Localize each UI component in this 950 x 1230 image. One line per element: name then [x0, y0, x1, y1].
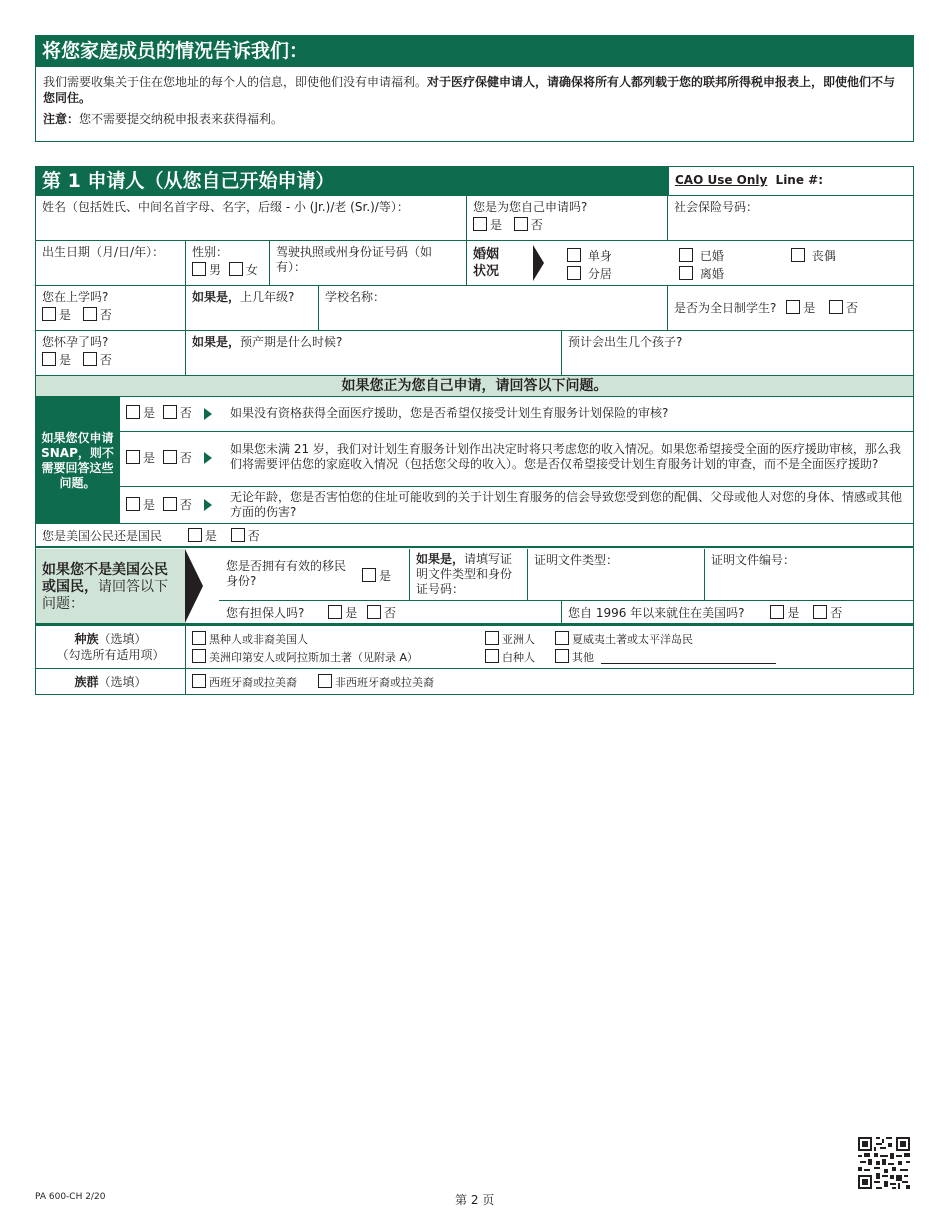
doc-number-label: 证明文件编号： [711, 553, 796, 567]
applicant-title [35, 166, 668, 196]
race-native-label: 美洲印第安人或阿拉斯加土著（见附录 A） [209, 651, 419, 664]
page-number-text: 第 2 页 [455, 1193, 495, 1207]
q2-arrow-icon [204, 452, 212, 464]
separated-checkbox[interactable] [567, 266, 581, 280]
self-yes-checkbox[interactable] [473, 217, 487, 231]
school-yes-checkbox[interactable] [42, 307, 56, 321]
male-checkbox[interactable] [192, 262, 206, 276]
grade-label: 上几年级? [240, 290, 295, 304]
cao-use-box [668, 166, 914, 196]
fulltime-cell [668, 286, 914, 331]
doc-type-label: 证明文件类型： [534, 553, 619, 567]
pregnant-no-label: 否 [99, 353, 112, 367]
q1-row [120, 397, 914, 432]
license-field[interactable] [270, 241, 467, 286]
snap-side-note [35, 397, 120, 524]
not-citizen-normal: 请回答以下问题： [42, 579, 168, 612]
divorced-label: 离婚 [699, 267, 724, 281]
race-black-checkbox[interactable] [192, 631, 206, 645]
citizen-yes-checkbox[interactable] [188, 528, 202, 542]
since1996-label: 您自 1996 年以来就住在美国吗? [568, 606, 745, 620]
q1-yes-checkbox[interactable] [126, 405, 140, 419]
race-black-label: 黑种人或非裔美国人 [209, 633, 308, 646]
grade-field[interactable] [186, 286, 319, 331]
race-asian-label: 亚洲人 [502, 633, 535, 646]
q3-arrow-icon [204, 499, 212, 511]
immig-yes-label: 是 [379, 569, 392, 583]
married-checkbox[interactable] [679, 248, 693, 262]
q3-no-label: 否 [179, 498, 192, 512]
q3-row [120, 487, 914, 524]
q2-yes-checkbox[interactable] [126, 450, 140, 464]
self-yes-label: 是 [490, 218, 503, 232]
single-checkbox[interactable] [567, 248, 581, 262]
race-white-checkbox[interactable] [485, 649, 499, 663]
fulltime-no-label: 否 [846, 301, 859, 315]
race-native-checkbox[interactable] [192, 649, 206, 663]
sponsor-no-label: 否 [384, 606, 397, 620]
q2-text: 如果您未满 21 岁，我们对计划生育服务计划作出决定时将只考虑您的收入情况。如果您希望接受全面的医疗援助审核，那么我们将需要评估您的家庭收入情况（包括您父母的收入）。您是否仅希望接受计划生育服务计划的审查，而不是全面医疗援助? [230, 442, 901, 471]
male-label: 男 [209, 263, 222, 277]
race-asian-checkbox[interactable] [485, 631, 499, 645]
ethnicity-label-cell [35, 669, 186, 695]
doc-if-yes: 如果是， [416, 552, 465, 566]
self-questions-header-text: 如果您正为您自己申请，请回答以下问题。 [341, 378, 608, 394]
citizen-yes-label: 是 [204, 529, 217, 543]
ethnicity-label-bold: 族群 [74, 675, 99, 689]
snap-side-note-text: 如果您仅申请 SNAP，则不需要回答这些问题。 [41, 431, 114, 490]
q1-arrow-icon [204, 408, 212, 420]
q3-no-checkbox[interactable] [163, 497, 177, 511]
doc-number-field[interactable] [705, 549, 914, 601]
q1-yes-label: 是 [143, 406, 156, 420]
not-citizen-bold: 如果您不是美国公民或国民， [42, 562, 168, 595]
school-no-checkbox[interactable] [83, 307, 97, 321]
marital-arrow-icon [533, 245, 544, 281]
grade-if-yes: 如果是， [192, 290, 241, 304]
license-label: 驾驶执照或州身份证号码（如有）： [276, 245, 433, 274]
school-cell [35, 286, 186, 331]
race-hawaiian-label: 夏威夷土著或太平洋岛民 [572, 633, 693, 646]
household-para-normal: 我们需要收集关于住在您地址的每个人的信息，即使他们没有申请福利。 [43, 75, 428, 89]
separated-label: 分居 [587, 267, 612, 281]
babies-label: 预计会出生几个孩子? [568, 335, 683, 349]
school-name-label: 学校名称： [325, 290, 386, 304]
household-header [35, 35, 914, 67]
marital-cell [467, 241, 914, 286]
widowed-label: 丧偶 [811, 249, 836, 263]
babies-field[interactable] [562, 331, 914, 376]
pregnant-yes-label: 是 [59, 353, 72, 367]
race-other-line[interactable] [601, 663, 776, 664]
dob-field[interactable] [35, 241, 186, 286]
non-hispanic-checkbox[interactable] [318, 674, 332, 688]
pregnant-yes-checkbox[interactable] [42, 352, 56, 366]
citizen-label: 您是美国公民还是国民 [42, 529, 163, 543]
ethnicity-label-opt: （选填） [98, 675, 147, 689]
immig-label: 您是否拥有有效的移民身份? [226, 559, 347, 588]
dob-label: 出生日期（月/日/年）： [42, 245, 165, 259]
fulltime-yes-checkbox[interactable] [786, 300, 800, 314]
doc-prompt: 请填写证明文件类型和身份证号码： [416, 552, 513, 596]
fulltime-no-checkbox[interactable] [829, 300, 843, 314]
school-no-label: 否 [99, 308, 112, 322]
immig-yes-checkbox[interactable] [362, 568, 376, 582]
pregnant-no-checkbox[interactable] [83, 352, 97, 366]
q2-no-checkbox[interactable] [163, 450, 177, 464]
q1-text: 如果没有资格获得全面医疗援助，您是否希望仅接受计划生育服务计划保险的审核? [230, 406, 669, 420]
female-checkbox[interactable] [229, 262, 243, 276]
sponsor-label: 您有担保人吗? [226, 606, 305, 620]
immig-cell [219, 549, 410, 601]
q3-yes-checkbox[interactable] [126, 497, 140, 511]
single-label: 单身 [587, 249, 612, 263]
form-id-text: PA 600-CH 2/20 [35, 1192, 106, 1202]
name-label: 姓名（包括姓氏、中间名首字母、名字，后缀 - 小 (Jr.)/老 (Sr.)/等）： [42, 200, 409, 214]
self-no-label: 否 [530, 218, 543, 232]
ssn-label: 社会保险号码： [674, 200, 759, 214]
hispanic-checkbox[interactable] [192, 674, 206, 688]
since1996-no-checkbox[interactable] [813, 605, 827, 619]
race-options-cell [186, 626, 914, 669]
q2-no-label: 否 [179, 451, 192, 465]
not-citizen-side [35, 549, 185, 623]
doc-prompt-cell [410, 549, 528, 601]
race-white-label: 白种人 [502, 651, 535, 664]
citizen-no-label: 否 [247, 529, 260, 543]
since1996-yes-checkbox[interactable] [770, 605, 784, 619]
applicant-title-text: 第 1 申请人（从您自己开始申请） [42, 170, 335, 192]
page-number [455, 1191, 494, 1208]
sponsor-yes-checkbox[interactable] [328, 605, 342, 619]
marital-label [473, 246, 499, 280]
pregnant-cell [35, 331, 186, 376]
self-apply-label: 您是为您自己申请吗? [473, 200, 588, 214]
household-header-text: 将您家庭成员的情况告诉我们： [42, 40, 309, 62]
race-label-bold: 种族 [74, 632, 99, 646]
sponsor-cell [219, 601, 562, 624]
q3-text: 无论年龄，您是否害怕您的住址可能收到的关于计划生育服务的信会导致您受到您的配偶、父母或他人对您的身体、情感或其他方面的伤害? [230, 490, 903, 519]
ethnicity-options-cell [186, 669, 914, 695]
pregnant-label: 您怀孕了吗? [42, 335, 109, 349]
due-if-yes: 如果是， [192, 335, 241, 349]
since1996-cell [562, 601, 914, 624]
race-label-cell [35, 626, 186, 669]
school-name-field[interactable] [319, 286, 668, 331]
qr-code-icon [858, 1137, 910, 1189]
since1996-no-label: 否 [830, 606, 843, 620]
self-questions-header [35, 376, 914, 397]
race-other-checkbox[interactable] [555, 649, 569, 663]
female-label: 女 [245, 263, 258, 277]
note-label: 注意： [43, 112, 80, 126]
school-yes-label: 是 [59, 308, 72, 322]
marital-label-line1: 婚姻 [473, 247, 500, 262]
sponsor-no-checkbox[interactable] [367, 605, 381, 619]
hispanic-label: 西班牙裔或拉美裔 [209, 676, 297, 689]
household-paragraph [43, 74, 906, 106]
race-label-opt: （选填） [98, 632, 147, 646]
doc-type-field[interactable] [528, 549, 705, 601]
q1-no-checkbox[interactable] [163, 405, 177, 419]
line-label: Line #: [775, 173, 824, 187]
self-no-checkbox[interactable] [514, 217, 528, 231]
self-apply-cell [467, 196, 668, 241]
q3-yes-label: 是 [143, 498, 156, 512]
household-para-bold: 对于医疗保健申请人，请确保将所有人都列载于您的联邦所得税申报表上，即使他们不与您同住。 [43, 75, 896, 105]
cao-label: CAO Use Only [675, 173, 768, 187]
fulltime-yes-label: 是 [803, 301, 816, 315]
household-note [43, 112, 906, 127]
race-other-label: 其他 [572, 651, 594, 664]
ssn-field[interactable] [668, 196, 914, 241]
due-date-field[interactable] [186, 331, 562, 376]
name-field[interactable] [35, 196, 467, 241]
fulltime-label: 是否为全日制学生? [674, 301, 777, 315]
school-label: 您在上学吗? [42, 290, 109, 304]
race-hawaiian-checkbox[interactable] [555, 631, 569, 645]
sex-label: 性别： [192, 245, 229, 259]
marital-label-line2: 状况 [473, 264, 500, 279]
note-text: 您不需要提交纳税申报表来获得福利。 [79, 112, 284, 126]
race-label-sub: （勾选所有适用项） [56, 648, 165, 662]
sponsor-yes-label: 是 [345, 606, 358, 620]
citizen-row [35, 524, 914, 548]
non-hispanic-label: 非西班牙裔或拉美裔 [335, 676, 434, 689]
sex-cell [186, 241, 270, 286]
divorced-checkbox[interactable] [679, 266, 693, 280]
married-label: 已婚 [699, 249, 724, 263]
widowed-checkbox[interactable] [791, 248, 805, 262]
citizen-no-checkbox[interactable] [231, 528, 245, 542]
q1-no-label: 否 [179, 406, 192, 420]
q2-yes-label: 是 [143, 451, 156, 465]
household-info-box [35, 67, 914, 142]
due-label: 预产期是什么时候? [240, 335, 343, 349]
form-id [35, 1192, 105, 1202]
q2-row [120, 432, 914, 487]
not-citizen-arrow-icon [185, 549, 203, 623]
since1996-yes-label: 是 [787, 606, 800, 620]
